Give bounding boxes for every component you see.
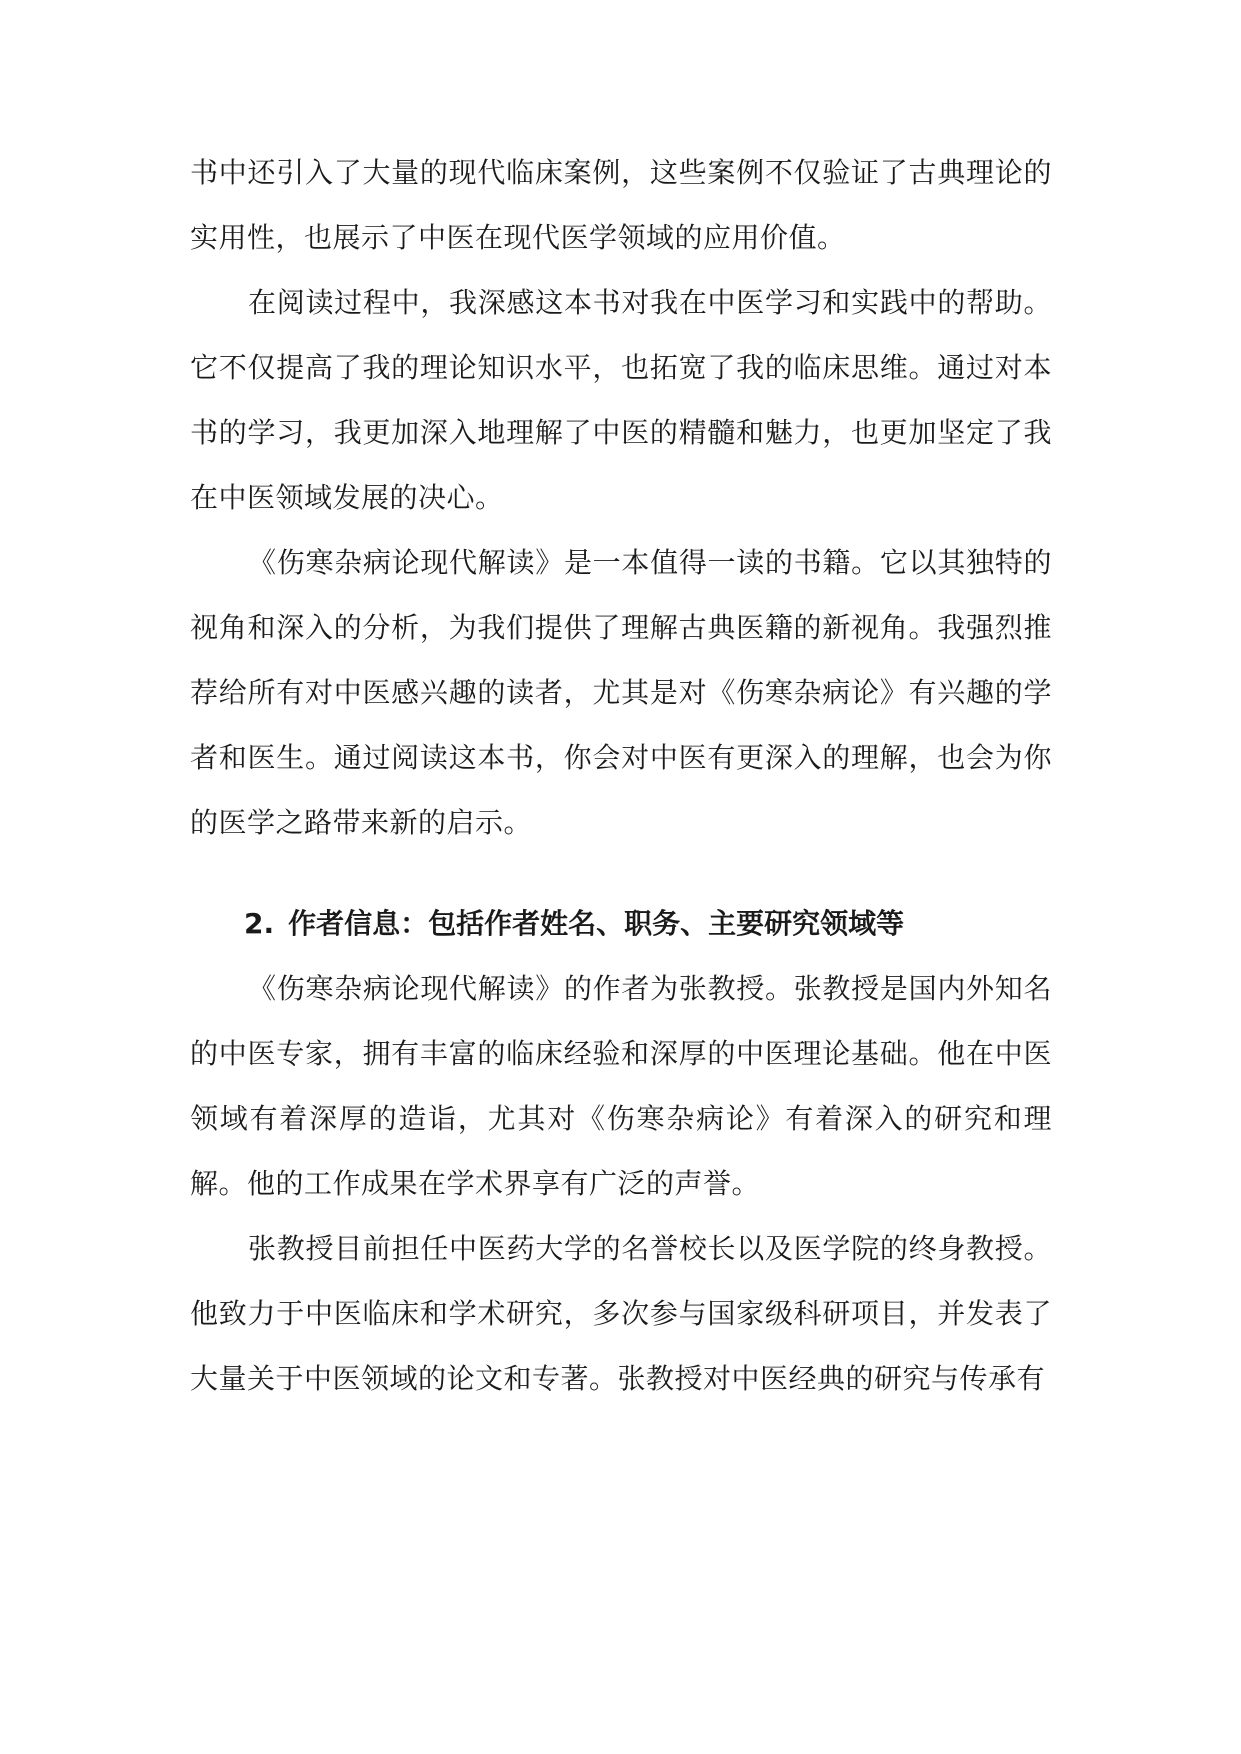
paragraph-author-intro: 《伤寒杂病论现代解读》的作者为张教授。张教授是国内外知名的中医专家，拥有丰富的临床经验和深厚的中医理论基础。他在中医领域有着深厚的造诣，尤其对《伤寒杂病论》有着深入的研究和理解。他的工作成果在学术界享有广泛的声誉。 <box>190 972 1052 1200</box>
paragraph-reading-experience: 在阅读过程中，我深感这本书对我在中医学习和实践中的帮助。它不仅提高了我的理论知识水平，也拓宽了我的临床思维。通过对本书的学习，我更加深入地理解了中医的精髓和魅力，也更加坚定了我在中医领域发展的决心。 <box>190 286 1052 514</box>
section-heading <box>190 891 1052 956</box>
paragraph-author-position: 张教授目前担任中医药大学的名誉校长以及医学院的终身教授。他致力于中医临床和学术研究，多次参与国家级科研项目，并发表了大量关于中医领域的论文和专著。张教授对中医经典的研究与传承有 <box>190 1232 1052 1395</box>
section-title: 作者信息：包括作者姓名、职务、主要研究领域等 <box>288 907 905 940</box>
section-number: 2. <box>244 907 275 940</box>
paragraph-continued: 书中还引入了大量的现代临床案例，这些案例不仅验证了古典理论的实用性，也展示了中医在现代医学领域的应用价值。 <box>190 156 1052 254</box>
document-body <box>190 140 1052 1411</box>
paragraph-recommendation: 《伤寒杂病论现代解读》是一本值得一读的书籍。它以其独特的视角和深入的分析，为我们提供了理解古典医籍的新视角。我强烈推荐给所有对中医感兴趣的读者，尤其是对《伤寒杂病论》有兴趣的学者和医生。通过阅读这本书，你会对中医有更深入的理解，也会为你的医学之路带来新的启示。 <box>190 546 1052 839</box>
